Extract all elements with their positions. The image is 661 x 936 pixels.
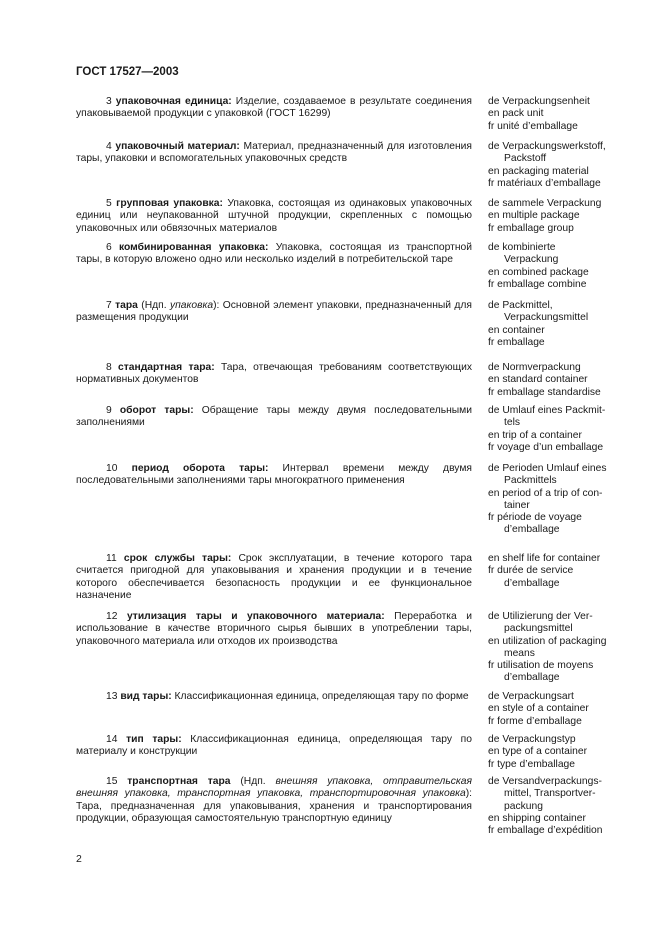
translation-line: fr voyage d’un emballage xyxy=(488,441,604,453)
definition-text: Упаковка, состоящая из одинаковых упаковочных единиц или неупакованной штучной продукции, скрепленных с помощью упаковочных или обвязочных материалов xyxy=(76,198,473,234)
translation-line: de sammele Verpackung xyxy=(488,198,602,209)
translation-line: de Utilizierung der Ver- xyxy=(488,611,593,622)
translation-line: de Perioden Umlauf eines xyxy=(488,463,607,474)
term-definition xyxy=(76,691,472,703)
term-definition xyxy=(76,242,472,267)
translation-line: en type of a container xyxy=(488,746,588,758)
translations xyxy=(488,300,638,349)
translation-line: fr forme d’emballage xyxy=(488,715,582,727)
translation-line: tainer xyxy=(504,499,530,511)
translations xyxy=(488,198,638,235)
translation-line: en trip of a container xyxy=(488,429,582,441)
translation-line: en multiple package xyxy=(488,210,580,222)
term-number: 4 xyxy=(106,141,116,152)
translation-line: en utilization of packaging xyxy=(488,635,607,647)
definition-text: Материал, предназначенный для изготовления тары, упаковки и вспомогательных упаковочных средств xyxy=(76,141,473,165)
translation-line: fr emballage d’expédition xyxy=(488,825,603,837)
translation-line: de Normverpackung xyxy=(488,362,581,373)
translations xyxy=(488,553,638,590)
definition-text: Переработка и использование в качестве вторичного сырья бывших в употреблении тары, упаковочного материала или отходов их производства xyxy=(76,611,472,647)
translation-line: de Verpackungstyp xyxy=(488,734,576,745)
term-definition xyxy=(76,300,472,325)
translation-line: fr emballage combine xyxy=(488,278,587,290)
term-name: тип тары: xyxy=(126,734,182,745)
term-name: комбинированная упаковка: xyxy=(119,242,269,253)
term-definition xyxy=(76,463,472,488)
term-number: 11 xyxy=(106,553,124,564)
term-number: 10 xyxy=(106,463,132,474)
translation-line: fr emballage xyxy=(488,336,545,348)
translation-line: tels xyxy=(504,417,521,429)
definition-text: Тара, отвечающая требованиям соответствующих нормативных документов xyxy=(76,362,472,386)
translation-line: d’emballage xyxy=(504,577,560,589)
translation-line: Packstoff xyxy=(504,153,547,165)
page-number: 2 xyxy=(76,853,82,865)
term-number: 15 xyxy=(106,776,128,787)
translation-line: packungsmittel xyxy=(504,623,573,635)
term-name: утилизация тары и упаковочного материала: xyxy=(126,611,385,622)
definition-text: ): Тара, предназначенная для упаковывания, хранения и транспортирования продукции, образующая самостоятельную транспортную единицу xyxy=(76,788,472,824)
translation-line: d’emballage xyxy=(504,672,560,684)
definition-text: Классификационная единица, определяющая тару по материалу и конструкции xyxy=(76,734,472,758)
translations xyxy=(488,362,638,399)
term-definition xyxy=(76,141,472,166)
translation-line: de kombinierte xyxy=(488,242,556,253)
translations xyxy=(488,405,638,454)
translation-line: de Verpackungsart xyxy=(488,691,574,702)
term-number: 6 xyxy=(106,242,119,253)
translation-line: en shipping container xyxy=(488,812,586,824)
definition-text: Изделие, создаваемое в результате соединения упаковываемой продукции с упаковкой (ГОСТ 16299) xyxy=(76,96,472,120)
translation-line: fr type d’emballage xyxy=(488,758,576,770)
term-name: оборот тары: xyxy=(119,405,194,416)
deprecated-term: внешняя упаковка, отправительская внешняя упаковка, транспортная упаковка, транспортировочная упаковка xyxy=(76,776,472,800)
term-definition xyxy=(76,776,472,825)
term-number: 13 xyxy=(106,691,121,702)
translation-line: Packmittels xyxy=(504,475,557,487)
term-name: период оборота тары: xyxy=(131,463,269,474)
translation-line: en pack unit xyxy=(488,108,544,120)
deprecated-term: упаковка xyxy=(169,300,214,311)
term-name: упаковочная единица: xyxy=(115,96,232,107)
translation-line: de Versandverpackungs- xyxy=(488,776,602,787)
term-number: 9 xyxy=(106,405,120,416)
definition-text: Классификационная единица, определяющая тару по форме xyxy=(171,691,469,702)
definition-text: Интервал времени между двумя последовательными заполнениями тары многократного применения xyxy=(76,463,472,487)
term-number: 8 xyxy=(106,362,119,373)
translation-line: en period of a trip of con- xyxy=(488,487,603,499)
translation-line: en container xyxy=(488,324,545,336)
term-name: транспортная тара xyxy=(127,776,231,787)
term-definition xyxy=(76,96,472,121)
translation-line: Verpackungsmittel xyxy=(504,312,589,324)
page-header: ГОСТ 17527—2003 xyxy=(76,66,179,78)
translation-line: fr emballage group xyxy=(488,222,574,234)
translation-line: en standard container xyxy=(488,374,588,386)
term-number: 14 xyxy=(106,734,127,745)
translation-line: fr unité d’emballage xyxy=(488,120,578,132)
translations xyxy=(488,734,638,771)
translation-line: fr emballage standardise xyxy=(488,386,601,398)
term-name: упаковочный материал: xyxy=(115,141,240,152)
term-definition xyxy=(76,611,472,648)
translation-line: means xyxy=(504,647,535,659)
translation-line: fr matériaux d’emballage xyxy=(488,177,601,189)
term-number: 3 xyxy=(106,96,116,107)
term-name: тара xyxy=(115,300,138,311)
translation-line: fr durée de service xyxy=(488,565,574,577)
term-name: срок службы тары: xyxy=(123,553,232,564)
term-definition xyxy=(76,198,472,235)
translations xyxy=(488,96,638,133)
translation-line: de Umlauf eines Packmit- xyxy=(488,405,606,416)
term-name: стандартная тара: xyxy=(118,362,215,373)
translation-line: mittel, Transportver- xyxy=(504,788,596,800)
term-definition xyxy=(76,734,472,759)
term-name: групповая упаковка: xyxy=(116,198,223,209)
translation-line: Verpackung xyxy=(504,254,559,266)
term-name: вид тары: xyxy=(120,691,172,702)
translation-line: en combined package xyxy=(488,266,589,278)
translation-line: d’emballage xyxy=(504,524,560,536)
translations xyxy=(488,611,638,685)
term-definition xyxy=(76,362,472,387)
translation-line: fr période de voyage xyxy=(488,512,582,524)
translations xyxy=(488,691,638,728)
translations xyxy=(488,242,638,291)
translations xyxy=(488,463,638,537)
translation-line: en style of a container xyxy=(488,703,589,715)
translation-line: fr utilisation de moyens xyxy=(488,660,594,672)
translation-line: de Packmittel, xyxy=(488,300,553,311)
definition-text: Обращение тары между двумя последовательными заполнениями xyxy=(76,405,472,429)
translation-line: de Verpackungswerkstoff, xyxy=(488,141,606,152)
definition-text: (Ндп. xyxy=(137,300,170,311)
definition-text: Срок эксплуатации, в течение которого тара считается пригодной для упаковывания и хранения продукции и в течение которого обеспечивается безопасность продукции и ее функциональное назначение xyxy=(76,553,472,601)
definition-text: Упаковка, состоящая из транспортной тары, в которую вложено одно или несколько изделий в потребительской таре xyxy=(76,242,473,266)
term-number: 5 xyxy=(106,198,117,209)
definition-text: ): Основной элемент упаковки, предназначенный для размещения продукции xyxy=(76,300,472,324)
term-definition xyxy=(76,405,472,430)
translation-line: en shelf life for container xyxy=(488,553,601,564)
definition-text: (Ндп. xyxy=(230,776,276,787)
translations xyxy=(488,141,638,190)
translation-line: de Verpackungsenheit xyxy=(488,96,590,107)
term-number: 7 xyxy=(106,300,116,311)
term-definition xyxy=(76,553,472,602)
translation-line: en packaging material xyxy=(488,165,589,177)
term-number: 12 xyxy=(106,611,127,622)
translation-line: packung xyxy=(504,800,543,812)
translations xyxy=(488,776,638,837)
